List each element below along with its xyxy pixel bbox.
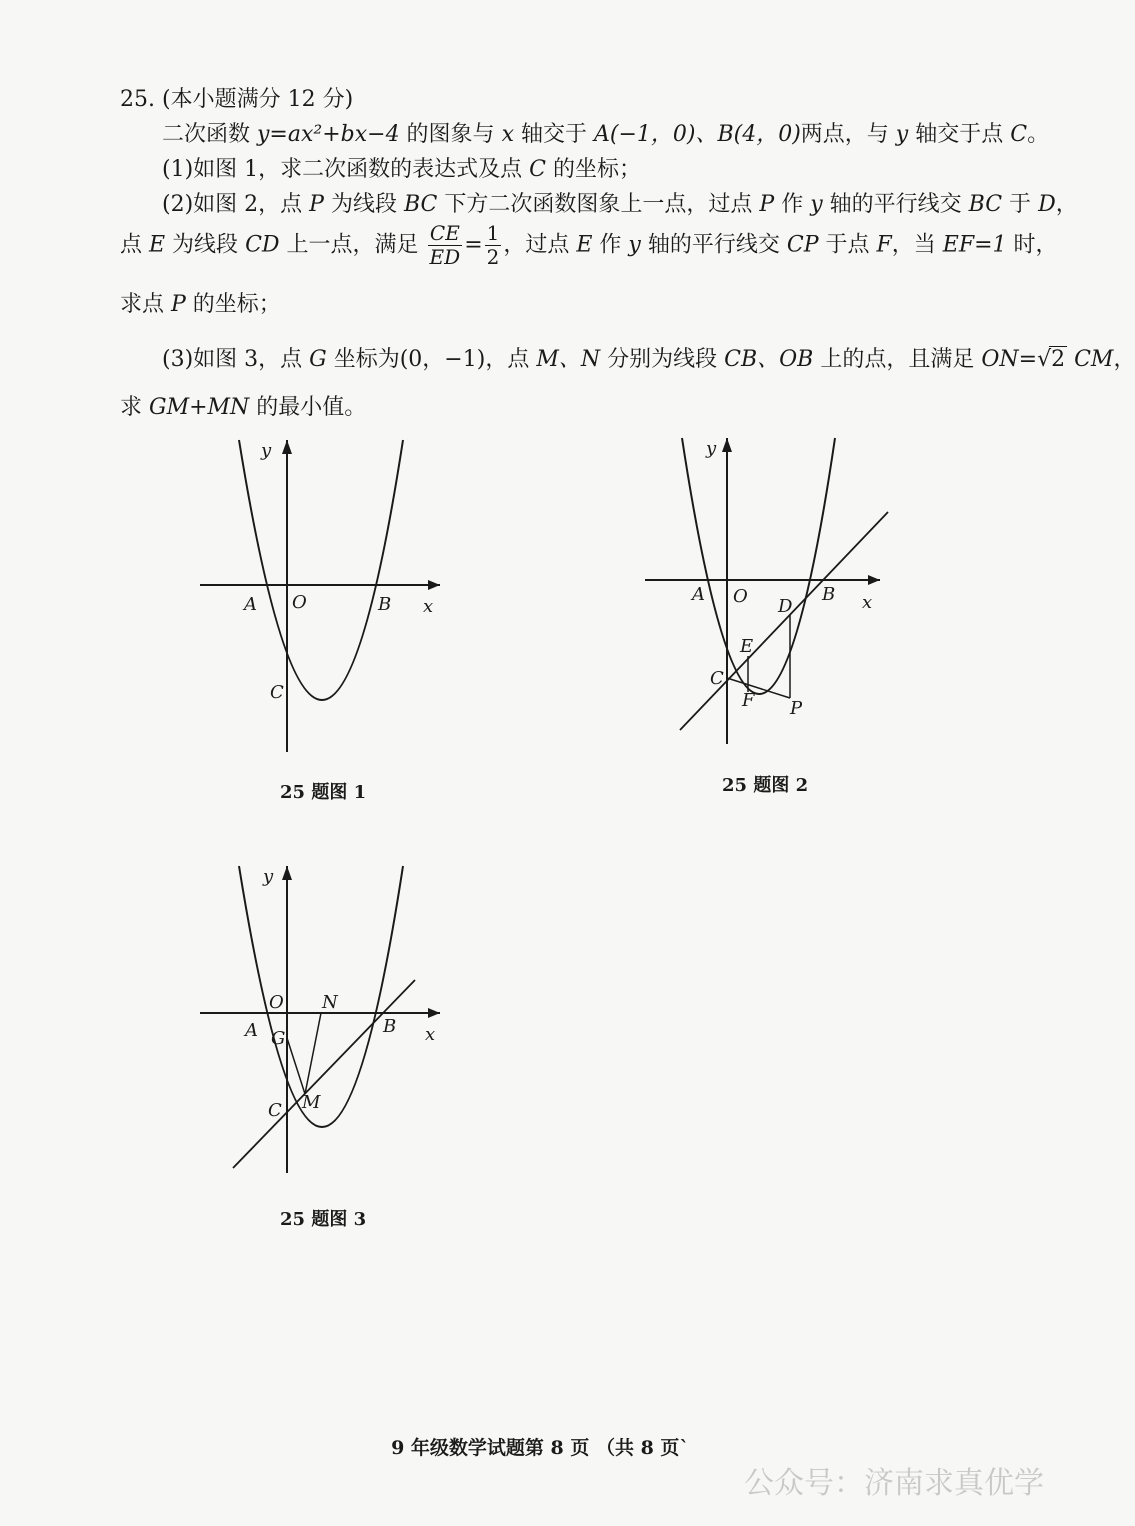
watermark: 公众号：济南求真优学 [744,1466,1044,1501]
fraction-ce-ed [428,222,463,269]
part2-text: 的坐标； [185,292,281,317]
stem-function: y=ax²+bx−4 [257,122,400,147]
fraction-numerator: CE [428,222,463,246]
stem-text: 的图象与 [399,122,502,147]
label-m: M [302,1092,321,1113]
part2-var: P [759,192,775,217]
label-o: O [733,586,748,607]
part3-text: (3)如图 3，点 [162,347,310,372]
label-g: G [271,1028,286,1049]
question-header [120,82,353,113]
part3-var: ON= [981,347,1038,372]
equals-sign: = [464,232,483,258]
part2-var: BC [403,192,438,217]
figure-3-caption: 25 题图 3 [280,1209,367,1230]
figure-2 [640,430,895,750]
sqrt-sign: √ [1037,347,1052,372]
y-axis-arrow-icon [282,866,292,880]
part3-var: CM [1067,347,1114,372]
part2-var: CP [786,232,819,258]
part2-text: 求点 [120,292,171,317]
part2-text: 为线段 [323,192,404,217]
part3-text: 求 [120,395,149,420]
part2-text: 于 [1002,192,1039,217]
part3-var: G [309,347,327,372]
part2-text: 轴的平行线交 [640,232,787,258]
part3-text: 坐标为(0，−1)，点 [326,347,537,372]
part-2-line-3 [120,287,281,318]
segment-mn [305,1013,321,1094]
question-points: (本小题满分 12 分) [162,87,354,112]
parabola [239,440,403,700]
sqrt-value: 2 [1051,347,1066,372]
label-x: x [425,1024,436,1045]
parabola [239,866,403,1127]
label-p: P [790,698,803,719]
label-c: C [270,682,284,703]
label-c: C [268,1100,282,1121]
stem-var: y [895,122,909,147]
part2-text: 轴的平行线交 [822,192,969,217]
x-axis-arrow-icon [868,575,880,585]
line-bc [680,512,888,730]
part2-var: CD [245,232,280,258]
fraction-one-half [485,222,502,269]
label-b: B [378,594,392,615]
stem-text: 轴交于 [513,122,594,147]
part2-text: 作 [774,192,811,217]
part2-text: (2)如图 2，点 [162,192,310,217]
stem-text: 两点，与 [800,122,896,147]
stem-text: 。 [1027,122,1050,147]
part2-text: 时， [1006,232,1058,258]
fraction-denominator: ED [429,245,461,269]
question-number: 25. [120,87,155,112]
y-axis-arrow-icon [282,440,292,454]
part2-text: 于点 [818,232,877,258]
label-e: E [740,636,754,657]
part1-text: (1)如图 1，求二次函数的表达式及点 [162,157,530,182]
label-o: O [292,592,307,613]
part2-var: F [876,232,892,258]
part2-var: EF=1 [942,232,1007,258]
part2-var: E [149,232,166,258]
part1-text: 的坐标； [546,157,641,182]
figure-1-caption: 25 题图 1 [280,782,367,803]
y-axis-arrow-icon [722,438,732,452]
figure-1 [195,430,455,760]
label-b: B [822,584,836,605]
part2-var: y [628,232,641,258]
x-axis-arrow-icon [428,1008,440,1018]
label-a: A [692,584,705,605]
fraction-numerator: 1 [486,221,500,245]
part2-text: ，当 [891,232,943,258]
part2-var: y [810,192,823,217]
part2-var: BC [968,192,1003,217]
page-footer: 9 年级数学试题第 8 页 （共 8 页` [391,1437,689,1459]
label-x: x [862,592,873,613]
label-a: A [244,594,257,615]
part2-text: 点 [120,232,149,258]
segment-cp [727,678,790,698]
part3-text: 分别为线段 [600,347,725,372]
part3-text: ， [1113,347,1135,372]
fraction-denominator: 2 [486,245,500,269]
part2-text: ，过点 [503,232,577,258]
part2-text: 上一点，满足 [279,232,426,258]
part2-var: P [309,192,324,217]
label-y: y [261,440,272,461]
part3-var: GM+MN [149,395,250,420]
label-c: C [710,668,724,689]
part2-var: D [1038,192,1056,217]
x-axis-arrow-icon [428,580,440,590]
part-3-line-2 [120,390,366,421]
label-d: D [778,596,793,617]
part-1 [162,152,641,183]
stem-text: 轴交于点 [908,122,1011,147]
label-b: B [383,1016,397,1037]
question-stem [162,117,1049,148]
figure-3 [195,858,455,1178]
part2-text: 下方二次函数图象上一点，过点 [437,192,760,217]
label-n: N [322,992,338,1013]
parabola [682,438,835,694]
label-a: A [245,1020,258,1041]
stem-points: A(−1，0)、B(4，0) [593,122,801,147]
stem-var: x [501,122,514,147]
label-y: y [706,438,717,459]
stem-var: C [1010,122,1028,147]
part1-var: C [529,157,546,182]
part-2-line-2 [120,222,1058,269]
part2-var: E [576,232,593,258]
figure-2-caption: 25 题图 2 [722,775,809,796]
part3-var: CB、OB [724,347,814,372]
part-3-line-1 [162,342,1135,373]
label-f: F [742,690,755,711]
part2-text: 为线段 [165,232,246,258]
stem-text: 二次函数 [162,122,257,147]
part-2-line-1 [162,187,1078,218]
part3-var: M、N [536,347,601,372]
part3-text: 的最小值。 [249,395,367,420]
part3-text: 上的点，且满足 [813,347,982,372]
label-y: y [263,866,274,887]
part2-var: P [171,292,186,317]
part2-text: 作 [592,232,629,258]
label-x: x [423,596,434,617]
label-o: O [269,992,284,1013]
part2-text: ， [1055,192,1078,217]
